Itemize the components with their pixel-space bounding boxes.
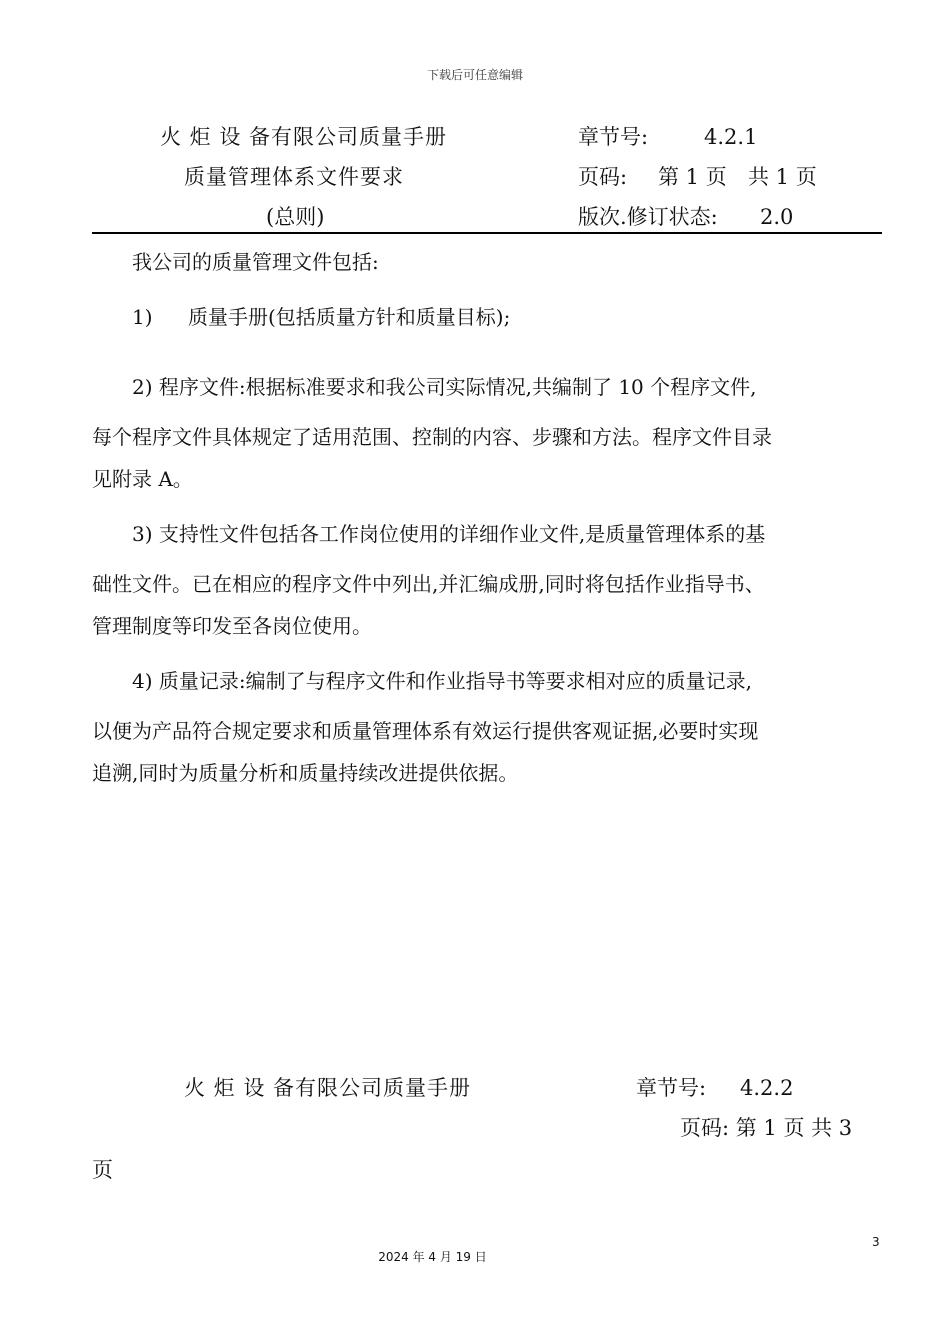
- page-value: 第 1 页: [658, 165, 727, 189]
- chapter-label-2: 章节号:: [636, 1076, 707, 1100]
- section-subtitle: (总则): [266, 205, 325, 229]
- item2-line: 见附录 A。: [92, 467, 193, 491]
- item1-number: 1): [132, 305, 153, 329]
- page-line-2: 页码: 第 1 页 共 3: [680, 1116, 853, 1140]
- item4-line: 4) 质量记录:编制了与程序文件和作业指导书等要求相对应的质量记录,: [132, 669, 752, 693]
- body-intro: 我公司的质量管理文件包括:: [132, 250, 379, 274]
- item1-text: 质量手册(包括质量方针和质量目标);: [188, 305, 511, 329]
- item2-paragraph: [92, 366, 884, 500]
- company-title: 火 炬 设 备有限公司质量手册: [160, 125, 448, 149]
- item3-line: 础性文件。已在相应的程序文件中列出,并汇编成册,同时将包括作业指导书、: [92, 572, 765, 596]
- item2-line: 2) 程序文件:根据标准要求和我公司实际情况,共编制了 10 个程序文件,: [132, 375, 757, 399]
- version-value: 2.0: [760, 205, 794, 229]
- footer-date: 2024 年 4 月 19 日: [378, 1250, 487, 1264]
- item4-paragraph: [92, 660, 884, 794]
- chapter-value: 4.2.1: [704, 125, 758, 149]
- item3-line: 管理制度等印发至各岗位使用。: [92, 614, 372, 638]
- watermark-text: 下载后可任意编辑: [426, 68, 523, 82]
- item2-line: 每个程序文件具体规定了适用范围、控制的内容、步骤和方法。程序文件目录: [92, 425, 772, 449]
- item4-line: 追溯,同时为质量分析和质量持续改进提供依据。: [92, 761, 519, 785]
- item3-paragraph: [92, 513, 884, 647]
- version-label: 版次.修订状态:: [578, 205, 718, 229]
- page-wrap-2: 页: [92, 1158, 113, 1182]
- company-title-2: 火 炬 设 备有限公司质量手册: [184, 1076, 472, 1100]
- section-title: 质量管理体系文件要求: [184, 165, 404, 189]
- chapter-value-2: 4.2.2: [740, 1076, 794, 1100]
- item4-line: 以便为产品符合规定要求和质量管理体系有效运行提供客观证据,必要时实现: [92, 719, 759, 743]
- page-label: 页码:: [578, 165, 628, 189]
- item3-line: 3) 支持性文件包括各工作岗位使用的详细作业文件,是质量管理体系的基: [132, 522, 766, 546]
- page-total: 共 1 页: [748, 165, 817, 189]
- chapter-label: 章节号:: [578, 125, 649, 149]
- page-number: 3: [872, 1235, 880, 1249]
- header-divider: [92, 232, 882, 234]
